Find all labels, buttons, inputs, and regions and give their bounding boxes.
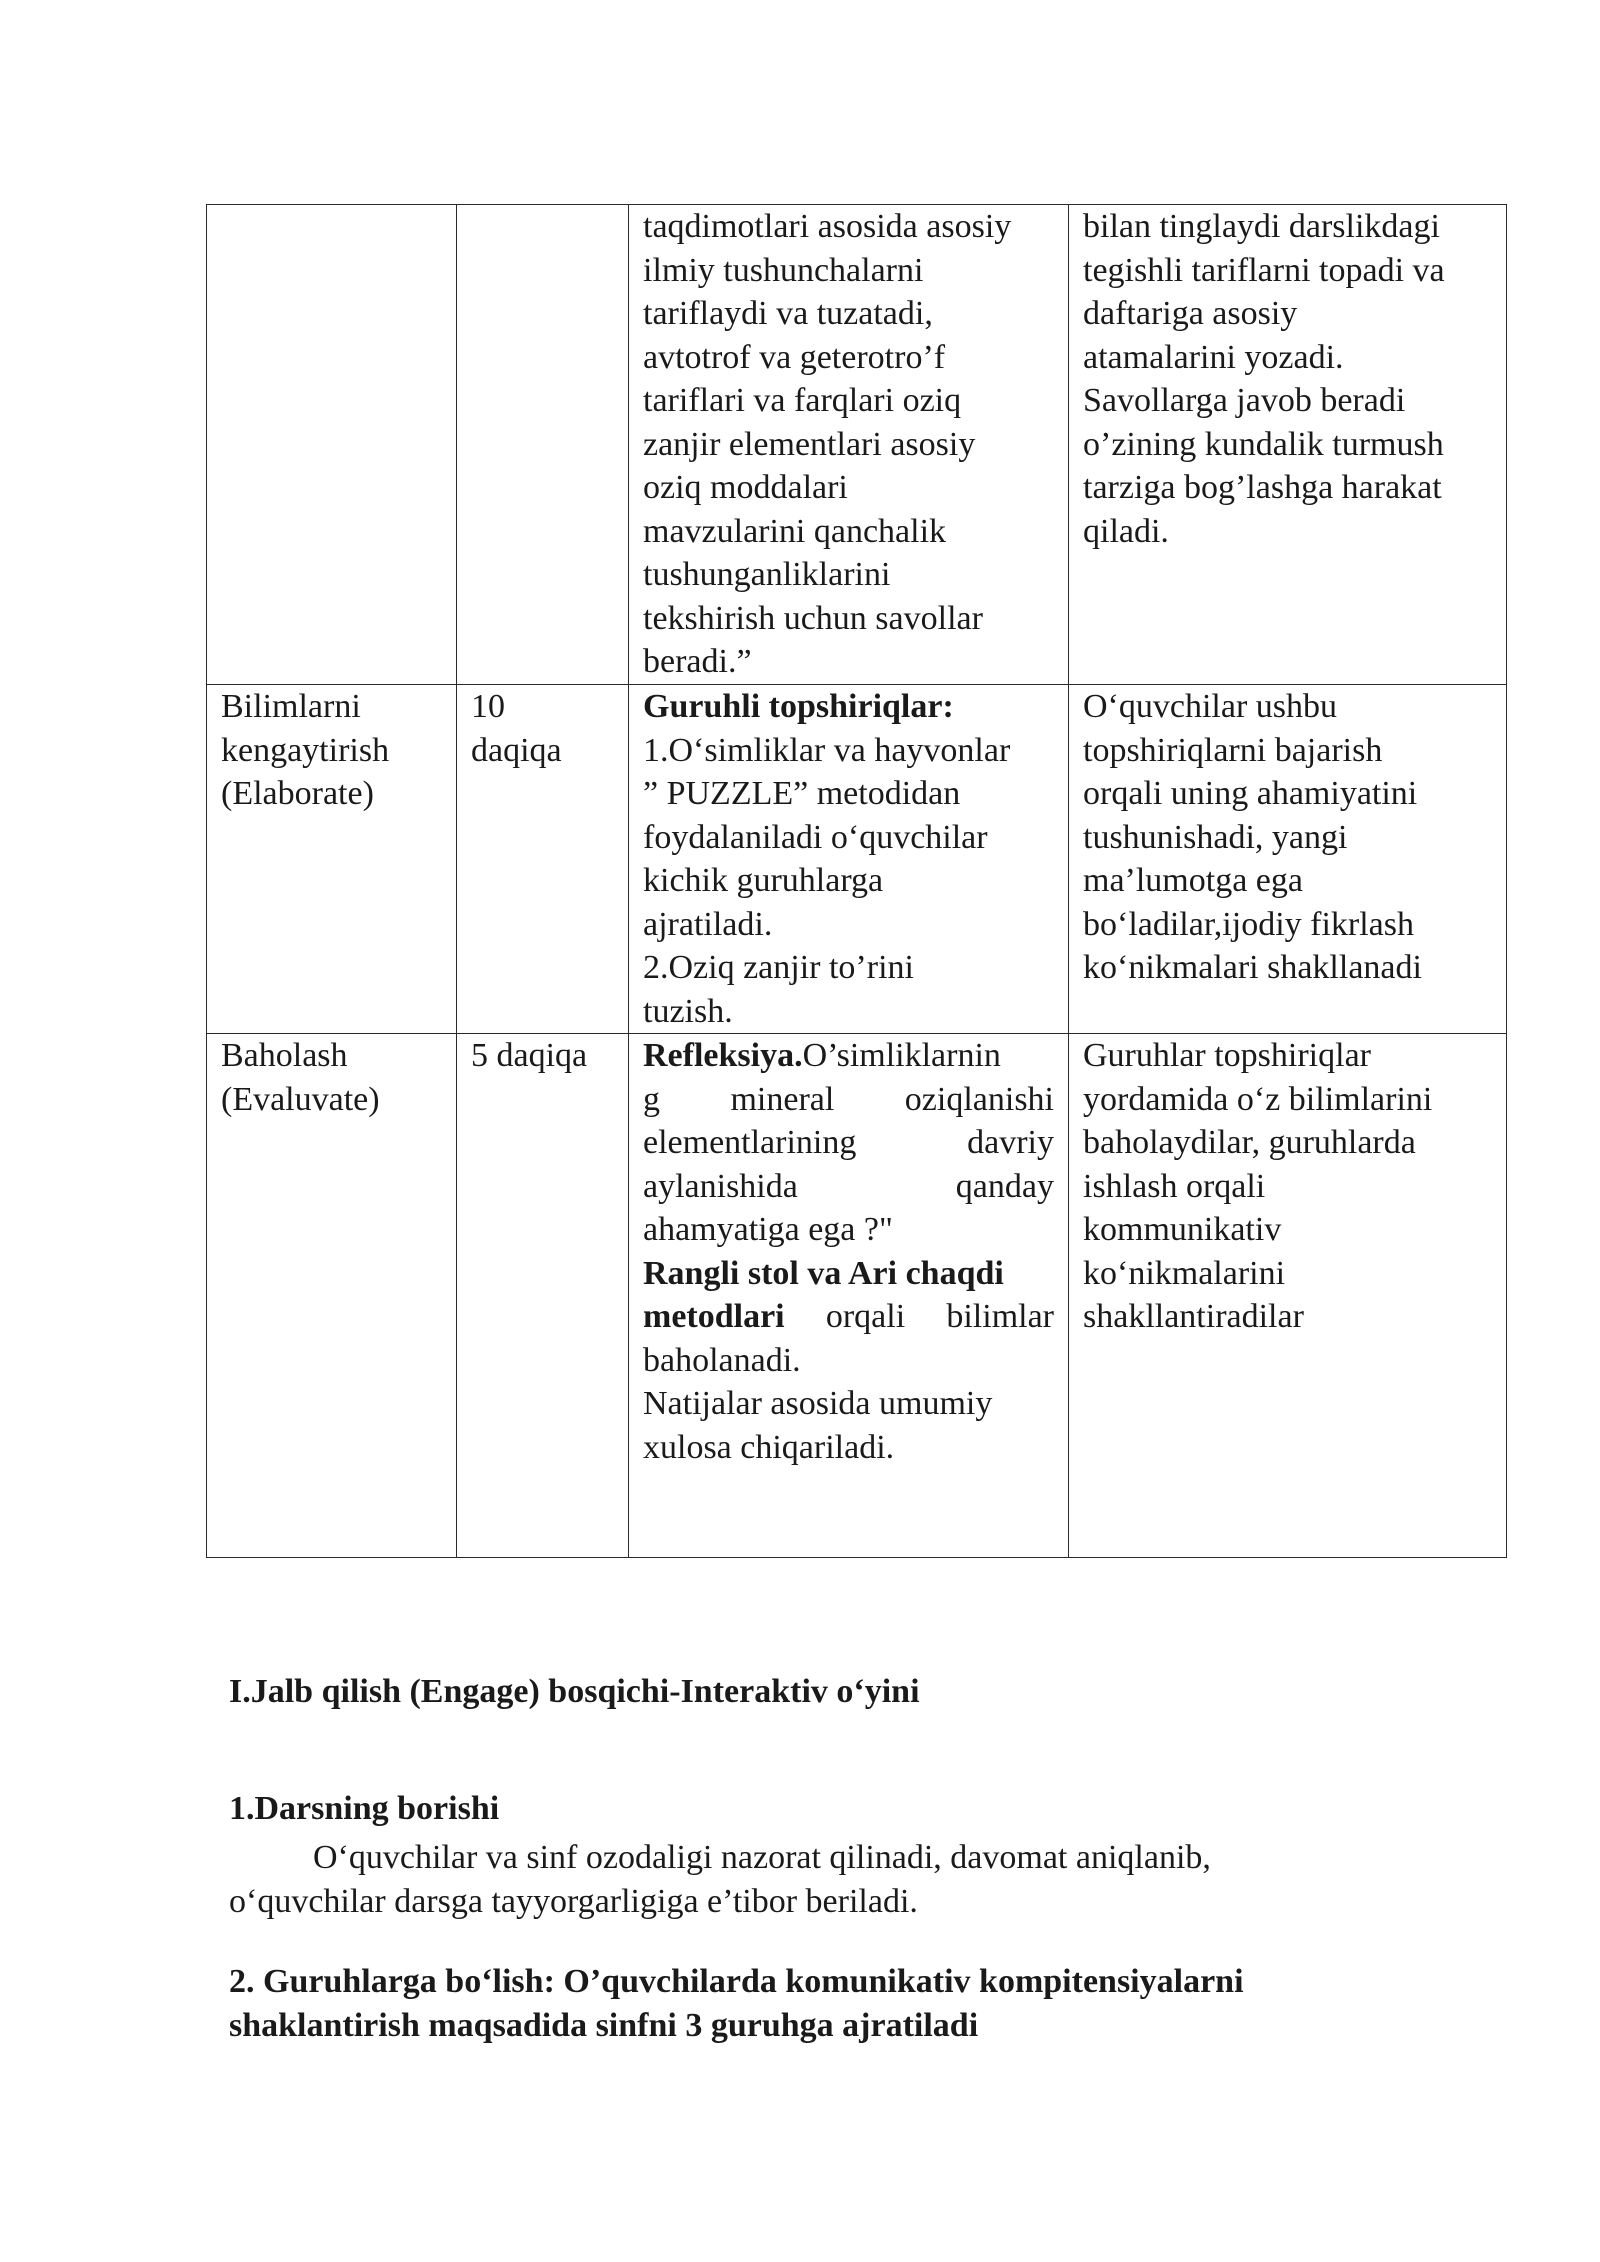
time-cell — [457, 685, 629, 1034]
stage-cell — [207, 1034, 457, 1558]
stage-line: Bilimlarni — [221, 688, 361, 725]
text-line: yordamida o‘z bilimlarini — [1083, 1080, 1433, 1118]
text-line: ilmiy tushunchalarni — [643, 251, 924, 289]
stage-line: kengaytirish — [221, 731, 390, 769]
text-line: tekshirish uchun savollar — [643, 599, 983, 637]
text-line: orqali uning ahamiyatini — [1083, 775, 1418, 812]
text-line: topshiriqlarni bajarish — [1083, 731, 1383, 769]
text-line: kichik guruhlarga — [643, 862, 884, 899]
text-line: tariflaydi va tuzatadi, — [643, 295, 933, 332]
text-line: avtotrof va geterotro’f — [643, 338, 946, 376]
text-line: elementlarining davriy — [643, 1124, 1054, 1161]
text-line: taqdimotlari asosida asosiy — [643, 208, 1012, 245]
stage-line: (Evaluvate) — [221, 1080, 380, 1118]
text-line: ” PUZZLE” metodidan — [643, 775, 961, 812]
text-line: ko‘nikmalarini — [1083, 1254, 1286, 1292]
text-line: bo‘ladilar,ijodiy fikrlash — [1083, 905, 1415, 943]
text-line: O‘quvchilar ushbu — [1083, 688, 1338, 725]
text-line: tuzish. — [643, 992, 733, 1030]
teacher-activity-cell — [629, 1034, 1069, 1558]
text-line: Savollarga javob beradi — [1083, 382, 1406, 419]
text-line: ahamyatiga ega ?" — [643, 1211, 893, 1248]
text-line: beradi.” — [643, 643, 752, 680]
method-name: Rangli stol va Ari chaqdi — [643, 1254, 1004, 1292]
stage-line: (Elaborate) — [221, 775, 374, 812]
text-line: atamalarini yozadi. — [1083, 338, 1344, 376]
text-line: oziq moddalari — [643, 469, 848, 506]
student-activity-cell — [1069, 1034, 1507, 1558]
text-line: xulosa chiqariladi. — [643, 1428, 895, 1466]
text-line: Guruhlar topshiriqlar — [1083, 1037, 1371, 1074]
teacher-activity-cell — [629, 205, 1069, 685]
table-row — [207, 205, 1507, 685]
text-line: tariflari va farqlari oziq — [643, 382, 962, 419]
text-line: g mineral oziqlanishi — [643, 1080, 1054, 1118]
section-heading-grouping — [229, 1960, 1244, 2048]
student-activity-cell — [1069, 205, 1507, 685]
heading-line: shaklantirish maqsadida sinfni 3 guruhga ajratiladi — [229, 2007, 979, 2044]
stage-cell — [207, 685, 457, 1034]
text-line: ko‘nikmalari shakllanadi — [1083, 949, 1422, 986]
text-line — [643, 1034, 1054, 1078]
time-cell — [457, 1034, 629, 1558]
text-span: orqali bilimlar — [825, 1298, 1054, 1335]
student-activity-cell — [1069, 685, 1507, 1034]
time-line: 10 — [471, 688, 505, 725]
table-row — [207, 685, 1507, 1034]
text-line: ma’lumotga ega — [1083, 862, 1303, 899]
text-line: daftariga asosiy — [1083, 295, 1298, 332]
teacher-activity-cell — [629, 685, 1069, 1034]
section-heading-engage: I.Jalb qilish (Engage) bosqichi-Interaktiv o‘yini — [229, 1673, 920, 1710]
stage-cell — [207, 205, 457, 685]
text-line: tushunganliklarini — [643, 556, 891, 593]
text-line: o’zining kundalik turmush — [1083, 425, 1444, 463]
text-line: ajratiladi. — [643, 905, 773, 943]
lesson-progress-paragraph — [229, 1836, 1211, 1924]
paragraph-line: o‘quvchilar darsga tayyorgarligiga e’tibor beriladi. — [229, 1883, 918, 1920]
lesson-plan-table — [206, 204, 1507, 1558]
time-line: 5 daqiqa — [471, 1037, 588, 1074]
text-line: Natijalar asosida umumiy — [643, 1385, 993, 1422]
method-name: metodlari — [643, 1298, 785, 1335]
time-cell — [457, 205, 629, 685]
text-line: ishlash orqali — [1083, 1167, 1266, 1205]
text-line: foydalaniladi o‘quvchilar — [643, 818, 988, 856]
text-line: baholanadi. — [643, 1341, 801, 1379]
time-line: daqiqa — [471, 731, 562, 769]
text-line: tarziga bog’lashga harakat — [1083, 469, 1442, 506]
text-line: 1.O‘simliklar va hayvonlar — [643, 731, 1011, 769]
text-span: O’simliklarnin — [802, 1037, 1001, 1074]
heading-line: 2. Guruhlarga bo‘lish: O’quvchilarda komunikativ kompitensiyalarni — [229, 1963, 1244, 2000]
task-heading: Guruhli topshiriqlar: — [643, 688, 954, 725]
text-line: kommunikativ — [1083, 1211, 1282, 1248]
paragraph-line: O‘quvchilar va sinf ozodaligi nazorat qilinadi, davomat aniqlanib, — [313, 1839, 1211, 1876]
text-line: baholaydilar, guruhlarda — [1083, 1124, 1416, 1161]
text-line: aylanishida qanday — [643, 1167, 1054, 1205]
reflection-label: Refleksiya. — [643, 1037, 803, 1074]
text-line — [643, 1295, 1054, 1339]
text-line: bilan tinglaydi darslikdagi — [1083, 208, 1440, 245]
table-row — [207, 1034, 1507, 1558]
text-line: zanjir elementlari asosiy — [643, 425, 976, 463]
text-line: shakllantiradilar — [1083, 1298, 1304, 1335]
stage-line: Baholash — [221, 1037, 348, 1074]
section-heading-lesson-progress: 1.Darsning borishi — [229, 1790, 500, 1827]
text-line: mavzularini qanchalik — [643, 512, 947, 550]
text-line: tegishli tariflarni topadi va — [1083, 251, 1445, 289]
text-line: 2.Oziq zanjir to’rini — [643, 949, 914, 986]
text-line: qiladi. — [1083, 512, 1169, 550]
text-line: tushunishadi, yangi — [1083, 818, 1348, 856]
